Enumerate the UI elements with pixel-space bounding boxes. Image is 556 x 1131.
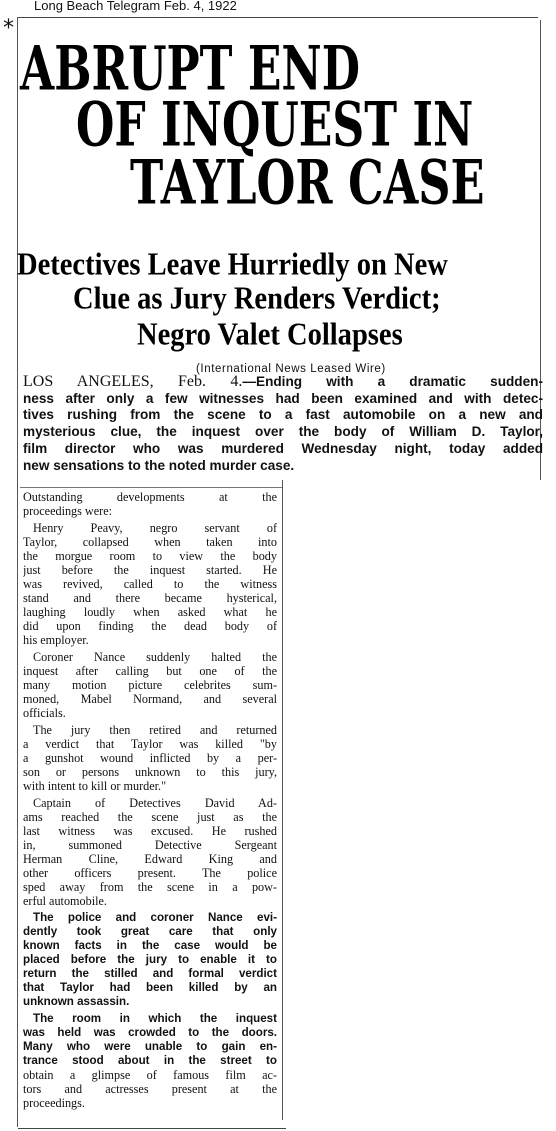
dateline: LOS ANGELES, Feb. 4.: [23, 373, 243, 390]
wire-credit: (International News Leased Wire): [196, 363, 386, 375]
article-paragraph: [23, 1012, 277, 1110]
article-line: in, summoned Detective Sergeant: [23, 838, 277, 852]
article-line: return the stilled and formal verdict: [23, 967, 277, 980]
article-line: ams reached the scene just as the: [23, 810, 277, 824]
article-line: was held was crowded to the doors.: [23, 1026, 277, 1039]
article-paragraph: [23, 650, 277, 720]
article-line: proceedings.: [23, 1096, 85, 1110]
article-line: that Taylor had been killed by an: [23, 981, 277, 994]
article-paragraph: [23, 911, 277, 1009]
article-line: Many who were unable to gain en-: [23, 1040, 277, 1053]
lede-line-text: —Ending with a dramatic sudden-: [242, 374, 543, 389]
article-line: The jury then retired and returned: [33, 723, 277, 737]
paragraph-gap: [23, 1110, 277, 1113]
section-divider: [20, 487, 282, 488]
asterisk-marker: *: [3, 16, 14, 41]
article-line: many motion picture celebrites sum-: [23, 678, 277, 692]
right-rule-lower: [282, 480, 283, 1120]
article-line: with intent to kill or murder.": [23, 779, 167, 793]
article-line: stand and there became hysterical,: [23, 591, 277, 605]
article-line: known facts in the case would be: [23, 939, 277, 952]
article-line: sped away from the scene in a pow-: [23, 880, 277, 894]
article-line: obtain a glimpse of famous film ac-: [23, 1068, 277, 1082]
article-line: proceedings were:: [23, 504, 112, 518]
article-paragraph: [23, 490, 277, 518]
article-line: moned, Mabel Normand, and several: [23, 692, 277, 706]
lede-paragraph: [23, 374, 543, 474]
left-column-rule: [17, 17, 18, 1127]
article-line: placed before the jury to enable it to: [23, 953, 277, 966]
lede-line: film director who was murdered Wednesday night, today added: [23, 440, 543, 456]
article-line: Herman Cline, Edward King and: [23, 852, 277, 866]
lede-line: tives rushing from the scene to a fast automobile on a new and: [23, 407, 543, 423]
subheadline-line-1: Detectives Leave Hurriedly on New: [17, 245, 448, 282]
article-line: did upon finding the dead body of: [23, 619, 277, 633]
article-body: [23, 490, 277, 1113]
article-line: The police and coroner Nance evi-: [33, 911, 277, 924]
source-line: Long Beach Telegram Feb. 4, 1922: [34, 0, 237, 13]
article-line: just before the inquest started. He: [23, 563, 277, 577]
bottom-rule: [18, 1128, 286, 1129]
article-paragraph: [23, 521, 277, 647]
article-line: Captain of Detectives David Ad-: [33, 796, 277, 810]
article-line: Coroner Nance suddenly halted the: [33, 650, 277, 664]
article-line: a verdict that Taylor was killed "by: [23, 737, 277, 751]
lede-line: [23, 374, 543, 391]
headline-line-2: OF INQUEST IN: [76, 88, 474, 161]
article-line: trance stood about in the street to: [23, 1054, 277, 1067]
article-line: inquest after calling but one of the: [23, 664, 277, 678]
article-paragraph: [23, 723, 277, 793]
article-line: officials.: [23, 706, 66, 720]
subheadline-line-2: Clue as Jury Renders Verdict;: [73, 279, 441, 316]
article-line: erful automobile.: [23, 894, 107, 908]
article-line: Taylor, collapsed when taken into: [23, 535, 277, 549]
article-line: The room in which the inquest: [33, 1012, 277, 1025]
article-line: Outstanding developments at the: [23, 490, 277, 504]
article-line: other officers present. The police: [23, 866, 277, 880]
article-line: tors and actresses present at the: [23, 1082, 277, 1096]
lede-line: mysterious clue, the inquest over the body of William D. Taylor,: [23, 424, 543, 440]
article-line: dently took great care that only: [23, 925, 277, 938]
article-line: son or persons unknown to this jury,: [23, 765, 277, 779]
subheadline-line-3: Negro Valet Collapses: [137, 315, 403, 352]
article-line: his employer.: [23, 633, 89, 647]
article-line: Henry Peavy, negro servant of: [33, 521, 277, 535]
article-line: the morgue room to view the body: [23, 549, 277, 563]
top-rule: [18, 17, 538, 18]
article-line: a gunshot wound inflicted by a per-: [23, 751, 277, 765]
lede-line: ness after only a few witnesses had been examined and with detec-: [23, 390, 543, 406]
article-paragraph: [23, 796, 277, 908]
article-line: unknown assassin.: [23, 995, 130, 1008]
lede-line: new sensations to the noted murder case.: [23, 457, 295, 473]
article-line: laughing loudly when asked what he: [23, 605, 277, 619]
article-line: last witness was excused. He rushed: [23, 824, 277, 838]
headline-line-3: TAYLOR CASE: [130, 146, 485, 219]
article-line: was revived, called to the witness: [23, 577, 277, 591]
headline-line-1: ABRUPT END: [20, 32, 360, 105]
